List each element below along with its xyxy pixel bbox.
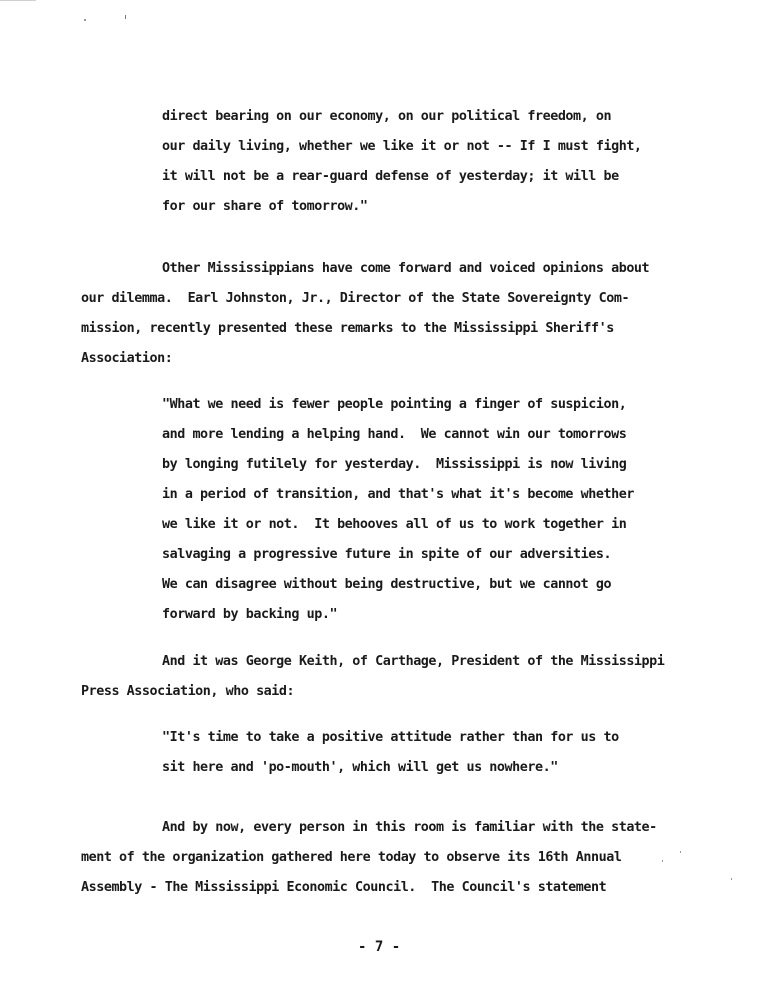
scan-speck (125, 15, 126, 19)
text-line: "What we need is fewer people pointing a finger of suspicion, (162, 397, 627, 412)
scan-speck (680, 851, 681, 853)
text-line: in a period of transition, and that's what it's become whether (162, 487, 634, 502)
text-line: "It's time to take a positive attitude rather than for us to (162, 730, 619, 745)
text-line: And it was George Keith, of Carthage, President of the Mississippi (162, 654, 665, 669)
scan-speck (84, 19, 86, 21)
text-line: We can disagree without being destructive, but we cannot go (162, 577, 612, 592)
text-line: direct bearing on our economy, on our political freedom, on (162, 109, 612, 124)
text-line: it will not be a rear-guard defense of yesterday; it will be (162, 169, 619, 184)
scan-speck (662, 860, 663, 862)
text-line: ment of the organization gathered here today to observe its 16th Annual (81, 850, 622, 865)
text-line: by longing futilely for yesterday. Mississippi is now living (162, 457, 627, 472)
text-line: forward by backing up." (162, 607, 338, 622)
scan-artifact-top (0, 0, 36, 1)
text-line: Association: (81, 351, 173, 366)
text-line: sit here and 'po-mouth', which will get us nowhere." (162, 760, 558, 775)
text-line: our daily living, whether we like it or not -- If I must fight, (162, 139, 642, 154)
text-line: and more lending a helping hand. We cannot win our tomorrows (162, 427, 627, 442)
text-line: our dilemma. Earl Johnston, Jr., Director of the State Sovereignty Com- (81, 291, 630, 306)
text-line: Other Mississippians have come forward and voiced opinions about (162, 261, 650, 276)
text-line: Press Association, who said: (81, 684, 295, 699)
text-line: Assembly - The Mississippi Economic Council. The Council's statement (81, 880, 607, 895)
text-line: for our share of tomorrow." (162, 199, 368, 214)
text-line: mission, recently presented these remarks to the Mississippi Sheriff's (81, 321, 614, 336)
scan-speck (731, 878, 732, 880)
text-line: salvaging a progressive future in spite of our adversities. (162, 547, 612, 562)
text-line: And by now, every person in this room is familiar with the state- (162, 820, 657, 835)
text-line: we like it or not. It behooves all of us to work together in (162, 517, 627, 532)
page-number: - 7 - (358, 939, 401, 955)
